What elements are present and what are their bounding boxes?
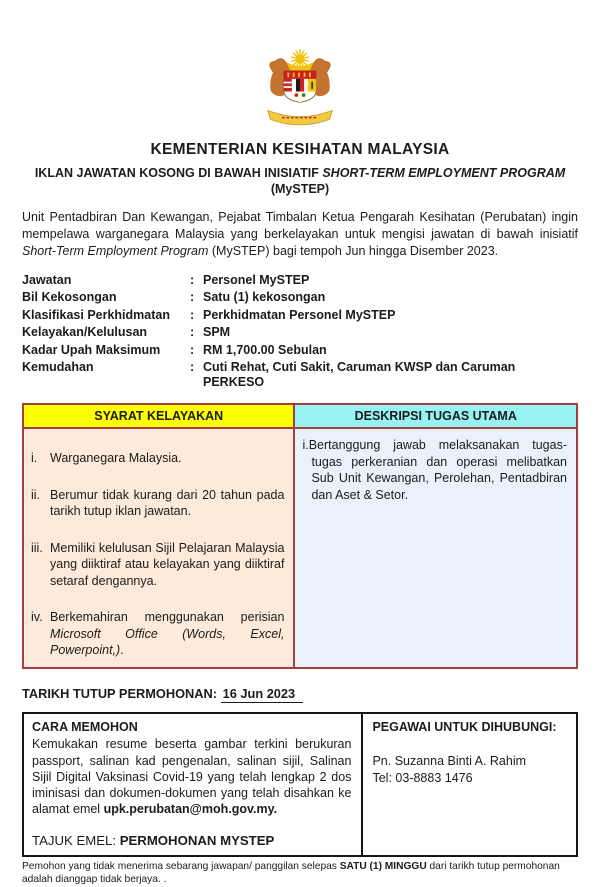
apply-body-text: Kemukakan resume beserta gambar terkini berukuran passport, salinan kad pengenalan, salinan sijil, Salinan Sijil Digital Vaksinasi Covid-19 yang telah lengkap 2 dos iminisasi dan dokumen-dokumen yang telah disahkan ke alamat emel (32, 737, 352, 817)
footnote (22, 860, 578, 887)
detail-row (22, 360, 578, 390)
duties-cell (294, 428, 577, 668)
requirement-number: iii. (31, 540, 43, 555)
duty-item: i.Bertanggung jawab melaksanakan tugas-tugas perkeranian dan operasi melibatkan Sub Unit Kewangan, Perolehan, Pentadbiran dan Aset & Setor. (302, 438, 567, 502)
malaysia-coat-of-arms-icon (246, 45, 354, 129)
announcement-title-program: SHORT-TERM EMPLOYMENT PROGRAM (322, 166, 566, 180)
requirement-text: Berkemahiran menggunakan perisian Microsoft Office (Words, Excel, Powerpoint,). (50, 610, 285, 657)
detail-value: SPM (203, 325, 231, 339)
syarat-kelayakan-header: SYARAT KELAYAKAN (23, 404, 294, 428)
requirement-number: i. (31, 451, 38, 465)
apply-instructions-cell (24, 714, 363, 855)
detail-value: Cuti Rehat, Cuti Sakit, Caruman KWSP dan Caruman PERKESO (203, 360, 516, 389)
contact-heading: PEGAWAI UNTUK DIHUBUNGI: (372, 720, 557, 734)
requirement-text: Memiliki kelulusan Sijil Pelajaran Malaysia yang diiktiraf atau kelayakan yang diiktiraf setaraf dengannya. (50, 540, 285, 588)
duties-list (302, 437, 567, 503)
apply-email: upk.perubatan@moh.gov.my (103, 802, 274, 817)
contact-phone: Tel: 03-8883 1476 (372, 770, 473, 785)
apply-box (22, 712, 578, 857)
detail-row (22, 325, 578, 340)
details-list (22, 273, 578, 391)
requirement-item (31, 609, 284, 659)
detail-row (22, 343, 578, 358)
crest-container (22, 0, 578, 134)
detail-label: Kadar Upah Maksimum (22, 342, 161, 357)
detail-label: Kelayakan/Kelulusan (22, 325, 148, 339)
detail-value: RM 1,700.00 Sebulan (203, 342, 327, 357)
email-subject-value: PERMOHONAN MYSTEP (119, 832, 275, 848)
closing-date-value: 16 Jun 2023 (221, 686, 304, 703)
requirement-number: ii. (31, 487, 41, 502)
requirement-item (31, 450, 284, 467)
detail-row (22, 308, 578, 323)
footnote-text-post: dari tarikh tutup permohonan adalah dianggap tidak berjaya. . (22, 860, 560, 886)
intro-paragraph (22, 209, 578, 260)
contact-cell (363, 714, 576, 855)
email-subject-line (32, 832, 351, 849)
apply-body-period: . (273, 802, 278, 817)
requirement-text: Warganegara Malaysia. (50, 451, 182, 465)
footnote-text-pre: Pemohon yang tidak menerima sebarang jawapan/ panggilan selepas (22, 860, 340, 872)
email-subject-label: TAJUK EMEL: (32, 832, 120, 848)
apply-body (32, 736, 351, 817)
requirement-text: Berumur tidak kurang dari 20 tahun pada tarikh tutup iklan jawatan. (50, 487, 285, 518)
intro-text-post: (MySTEP) bagi tempoh Jun hingga Disember 2023. (208, 243, 499, 258)
announcement-title-prefix: IKLAN JAWATAN KOSONG DI BAWAH INISIATIF (34, 166, 323, 180)
ministry-title: KEMENTERIAN KESIHATAN MALAYSIA (150, 141, 450, 158)
intro-text-pre: Unit Pentadbiran Dan Kewangan, Pejabat Timbalan Ketua Pengarah Kesihatan (Perubatan) ingin mempelawa warganegara Malaysia yang berkelayakan untuk mengisi jawatan di bawah inisiatif (22, 209, 578, 241)
detail-label: Klasifikasi Perkhidmatan (22, 307, 170, 322)
announcement-title-mystep: (MySTEP) (270, 182, 330, 197)
requirement-item (31, 540, 284, 590)
detail-label: Jawatan (22, 272, 72, 287)
detail-value: Satu (1) kekosongan (203, 290, 326, 304)
requirements-list (31, 450, 284, 659)
requirements-cell (23, 428, 294, 668)
detail-row (22, 290, 578, 305)
contact-name: Pn. Suzanna Binti A. Rahim (372, 754, 527, 769)
apply-heading: CARA MEMOHON (32, 720, 138, 734)
announcement-title (22, 165, 578, 198)
table-body-row (23, 428, 577, 668)
detail-row (22, 273, 578, 288)
table-header-row (23, 404, 577, 428)
requirements-duties-table (22, 403, 578, 669)
requirement-number: iv. (31, 610, 43, 624)
requirement-item (31, 487, 284, 520)
detail-colon: : (190, 342, 195, 357)
detail-label: Bil Kekosongan (22, 290, 117, 304)
detail-value: Personel MySTEP (203, 272, 310, 287)
detail-colon: : (190, 325, 195, 339)
detail-label: Kemudahan (22, 360, 94, 374)
detail-colon: : (190, 290, 195, 304)
footnote-bold: SATU (1) MINGGU (339, 860, 427, 872)
detail-colon: : (190, 307, 195, 322)
intro-text-program: Short-Term Employment Program (22, 243, 209, 258)
deskripsi-tugas-header: DESKRIPSI TUGAS UTAMA (294, 404, 577, 428)
closing-date-line (22, 686, 578, 701)
detail-value: Perkhidmatan Personel MySTEP (203, 307, 396, 322)
detail-colon: : (190, 360, 195, 374)
detail-colon: : (190, 272, 195, 287)
closing-date-label: TARIKH TUTUP PERMOHONAN: (22, 686, 218, 701)
